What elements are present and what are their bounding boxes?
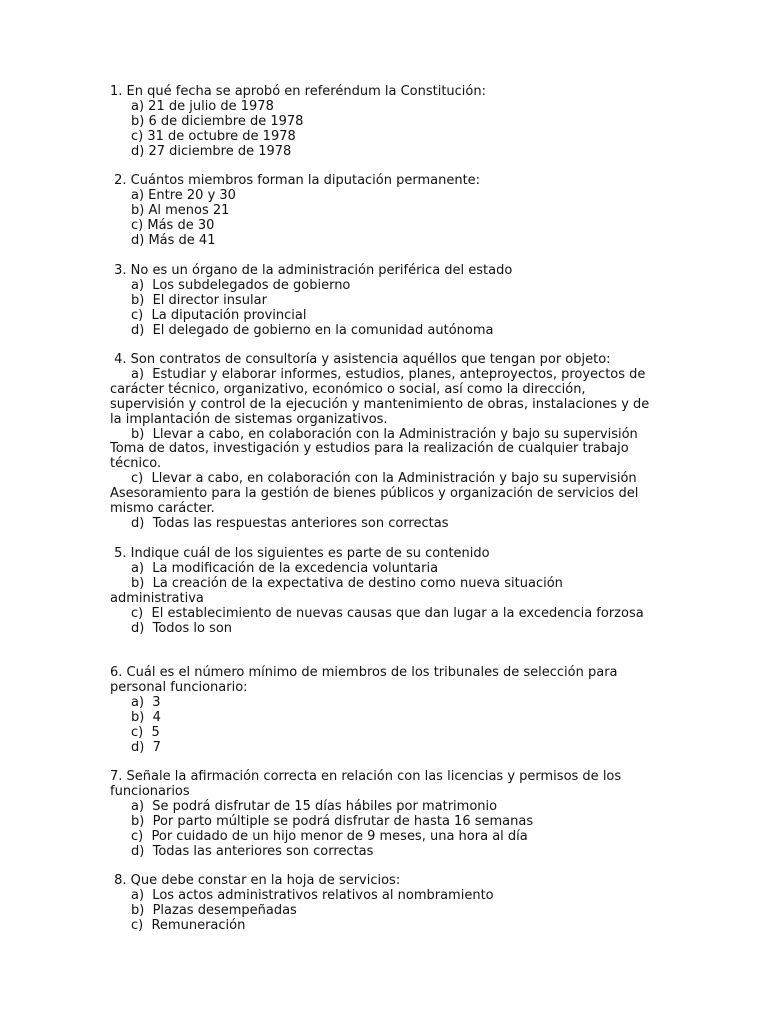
answer-option: c) 31 de octubre de 1978: [131, 128, 296, 144]
answer-option: c) 5: [131, 724, 160, 740]
question-stem: 3. No es un órgano de la administración periférica del estado: [110, 263, 513, 278]
answer-option: a) Los actos administrativos relativos al nombramiento: [131, 887, 494, 903]
question-1: [110, 85, 658, 160]
answer-option: c) El establecimiento de nuevas causas que dan lugar a la excedencia forzosa: [131, 605, 644, 621]
answer-option: a) Entre 20 y 30: [131, 187, 236, 203]
question-stem: 7. Señale la afirmación correcta en relación con las licencias y permisos de los funcionarios: [110, 769, 622, 799]
answer-option: b) 4: [131, 709, 161, 725]
answer-option: d) Todos lo son: [131, 620, 233, 636]
answer-option: d) Todas las respuestas anteriores son correctas: [131, 515, 449, 531]
question-2: [110, 174, 658, 249]
question-5: [110, 547, 658, 636]
answer-option: a) Los subdelegados de gobierno: [131, 277, 351, 293]
answer-option: c) La diputación provincial: [131, 307, 307, 323]
answer-option: a) Se podrá disfrutar de 15 días hábiles por matrimonio: [131, 798, 498, 814]
question-stem: 2. Cuántos miembros forman la diputación permanente:: [110, 173, 481, 188]
answer-option: d) Más de 41: [131, 232, 216, 248]
question-stem: 1. En qué fecha se aprobó en referéndum la Constitución:: [110, 84, 486, 99]
question-6: [110, 666, 658, 755]
answer-option: a) Estudiar y elaborar informes, estudios, planes, anteproyectos, proyectos de carácter técnico, organizativo, económico o social, así como la dirección, supervisión y control de la ejecución y mantenimiento de obras, instalaciones y de la implantación de sistemas organizativos.: [110, 366, 650, 427]
answer-option: b) 6 de diciembre de 1978: [131, 113, 304, 129]
answer-option: d) Todas las anteriores son correctas: [131, 843, 374, 859]
question-8: [110, 874, 658, 934]
answer-option: b) La creación de la expectativa de destino como nueva situación administrativa: [110, 575, 563, 606]
question-3: [110, 264, 658, 339]
question-stem: 6. Cuál es el número mínimo de miembros de los tribunales de selección para personal funcionario:: [110, 665, 618, 695]
answer-option: c) Remuneración: [131, 917, 246, 933]
question-stem: 5. Indique cuál de los siguientes es parte de su contenido: [110, 546, 490, 561]
answer-option: b) El director insular: [131, 292, 267, 308]
answer-option: d) 27 diciembre de 1978: [131, 143, 292, 159]
answer-option: a) 21 de julio de 1978: [131, 98, 274, 114]
answer-option: b) Plazas desempeñadas: [131, 902, 297, 918]
answer-option: c) Llevar a cabo, en colaboración con la Administración y bajo su supervisión Asesoramiento para la gestión de bienes públicos y organización de servicios del mismo carácter.: [110, 471, 639, 517]
answer-option: b) Por parto múltiple se podrá disfrutar de hasta 16 semanas: [131, 813, 534, 829]
answer-option: b) Al menos 21: [131, 202, 230, 218]
answer-option: c) Más de 30: [131, 217, 215, 233]
answer-option: c) Por cuidado de un hijo menor de 9 meses, una hora al día: [131, 828, 528, 844]
question-stem: 8. Que debe constar en la hoja de servicios:: [110, 873, 401, 888]
question-4: [110, 353, 658, 532]
answer-option: b) Llevar a cabo, en colaboración con la Administración y bajo su supervisión Toma de datos, investigación y estudios para la realización de cualquier trabajo técnico.: [110, 426, 638, 472]
answer-option: a) La modificación de la excedencia voluntaria: [131, 560, 439, 576]
answer-option: d) 7: [131, 739, 161, 755]
question-7: [110, 770, 658, 859]
answer-option: a) 3: [131, 694, 161, 710]
question-stem: 4. Son contratos de consultoría y asistencia aquéllos que tengan por objeto:: [110, 352, 611, 367]
answer-option: d) El delegado de gobierno en la comunidad autónoma: [131, 322, 494, 338]
